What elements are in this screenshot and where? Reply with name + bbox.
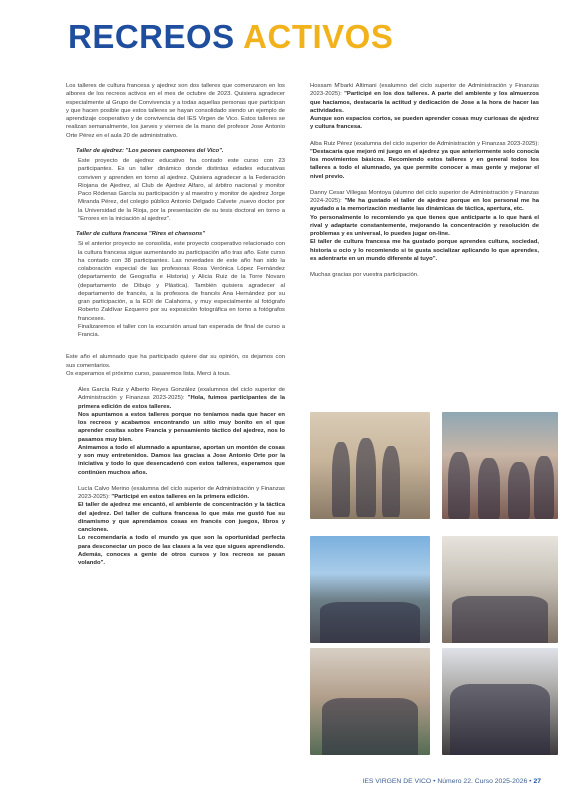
francesa-end-paragraph: Finalizaremos el taller con la excursión anual tan esperada de final de curso a Francia. — [78, 323, 285, 338]
footer-school: IES VIRGEN DE VICO — [362, 778, 432, 785]
title-word-activos: ACTIVOS — [243, 18, 394, 55]
testimonial-quote: Nos apuntamos a estos talleres porque no teníamos nada que hacer en los recreos y acabamos encontrando un sitio muy bonito en el que aprender cositas sobre Francia y pensamiento táctico del ajedrez, nos lo pasamos muy bien. — [78, 411, 285, 443]
thanks-paragraph: Muchas gracias por vuestra participación. — [310, 272, 419, 278]
testimonial-quote: "Participé en los dos talleres. A parte del ambiente y los almuerzos que hacíamos, destacaría la actitud y dedicación de Jose a la hora de hacer las actividades. — [310, 91, 539, 114]
intro-paragraph: Los talleres de cultura francesa y ajedrez son dos talleres que comenzaron en los albores de los recreos activos en el mes de octubre de 2023. Quisiera agradecer especialmente al Grupo de Convivencia y a todas aquellas personas que participan y que hacen posible que estos talleres se hayan consolidado siendo un ejemplo de aprendizaje cooperativo y de convivencia del IES Virgen de Vico. Estos talleres se realizan semanalmente, los jueves y viernes de la mano del profesor Jose Antonio Orte Pérez en el aula 20 de administrativo. — [66, 83, 285, 139]
testimonial-quote: "Me ha gustado el taller de ajedrez porque en los personal me ha ayudado a la memorización mediante las dinámicas de táctica, apertura, etc. — [310, 198, 539, 213]
testimonial-author: Alba Ruiz Pérez (exalumna del ciclo superior de Administración y Finanzas 2023-2025): — [310, 140, 539, 147]
francesa-paragraph: Si el anterior proyecto se consolida, este proyecto cooperativo relacionado con la cultura francesa sigue aumentando su participación año tras año. Este curso ha contado con 38 participantes. Las novedades de este año han sido la colaboración especial de las profesoras Rosa Verónica López Fernández (departamento de Geografía e Historia) y Alicia Ruiz de la Torre Novaro (departamento de Dibujo y Plástica). También quisiera agradecer al departamento de francés, a la profesora de francés Ana Hernández por su gran participación, a la EOI de Calahorra, y muy especialmente al fotógrafo Roberto Zaldívar Ezquerro por su exposición fotográfica en torno a fotógrafos franceses. — [78, 241, 285, 322]
photo-group-gathering — [442, 648, 558, 755]
ajedrez-heading: Taller de ajedrez: "Los peones campeones del Vico". — [76, 147, 224, 154]
testimonial-author: Danny Cesar Villegas Montoya (alumno del ciclo superior de Administración y Finanzas 2024-2025): — [310, 189, 539, 204]
testimonial-author: Lucía Calvo Merino (exalumna del ciclo superior de Administración y Finanzas 2023-2025): — [78, 485, 285, 500]
testimonial-quote: "Hola, fuimos participantes de la primera edición de estos talleres. — [78, 395, 285, 410]
page-footer — [362, 778, 541, 785]
testimonial-quote: Aunque son espacios cortos, se pueden aprender cosas muy curiosas de ajedrez y cultura francesa. — [310, 116, 539, 131]
title-word-recreos: RECREOS — [68, 18, 235, 55]
page-title — [68, 20, 393, 53]
testimonial-alba — [310, 140, 539, 181]
right-column — [310, 82, 539, 286]
photo-chess-game — [442, 536, 558, 643]
page-number: 27 — [533, 778, 541, 785]
testimonial-author: Hossam M'barki Altimani (exalumno del ciclo superior de Administración y Finanzas 2023-2025): — [310, 83, 539, 98]
testimonial-hossam — [310, 82, 539, 132]
testimonial-quote: Lo recomendaría a todo el mundo ya que son la oportunidad perfecta para desconectar un poco de las clases a la vez que sigues aprendiendo. Además, conoces a gente de otros cursos y los recreos se pasan volando". — [78, 535, 285, 566]
photo-group-excursion — [310, 536, 430, 643]
photo-students-classroom — [442, 412, 558, 519]
alumnado-paragraph: Este año el alumnado que ha participado quiere dar su opinión, os dejamos con sus comentarios. — [66, 354, 285, 369]
testimonial-danny — [310, 189, 539, 263]
testimonial-quote: El taller de cultura francesa me ha gustado porque aprendes cultura, sociedad, historia u ocio y lo recomiendo si te gusta socializar aplicando lo que aprendes, es adentrarte en un mundo diferente al tuyo". — [310, 239, 539, 262]
testimonial-author: Álex García Ruiz y Alberto Reyes González (exalumnos del ciclo superior de Administración y Finanzas 2023-2025): — [78, 387, 285, 402]
testimonial-quote: "Destacaría que mejoró mi juego en el ajedrez ya que anteriormente solo conocía los movimientos básicos. Recomiendo estos talleres y en general todos los talleres a todo el alumnado, ya que permite conocer a mas gente y mejorar el nivel previo. — [310, 148, 539, 180]
ajedrez-paragraph: Este proyecto de ajedrez educativo ha contado este curso con 23 participantes. Es un taller dinámico donde distintas edades educativas conviven y aprenden en torno al ajedrez. Quisiera agradecer a la Federación Riojana de Ajedrez, al Club de Ajedrez Alfaro, al árbitro nacional y monitor Paco Ródenas García su participación y al maestro y monitor de ajedrez Jorge Miranda Pérez, del colegio público Antonio Delgado Calvete ,nuevo doctor por la Universidad de la Rioja, por la presentación de su tesis doctoral en torno a "Errores en la iniciación al ajedrez". — [78, 158, 285, 222]
testimonial-quote: Yo personalmente lo recomiendo ya que tienes que anticiparte a lo que hará el rival y adaptarte constantemente, mejorando la concentración y resolución de problemas y es universal, lo puedes jugar on-line. — [310, 214, 539, 237]
footer-issue: • Número 22. Curso 2025-2026 • — [433, 778, 532, 785]
francesa-heading: Taller de cultura francesa "Rires et chansons" — [76, 231, 206, 237]
esperamos-paragraph: Os esperamos el próximo curso, pasaremos lista. Merci à tous. — [66, 370, 231, 377]
left-column — [66, 82, 285, 567]
testimonial-quote: El taller de ajedrez me encantó, el ambiente de concentración y la táctica del ajedrez. Del taller de cultura francesa lo que más me gustó fue su dinamismo y que aprendamos cosas en francés con juegos, libros y canciones. — [78, 502, 285, 533]
testimonial-alex-alberto — [78, 386, 285, 477]
testimonial-quote: "Participé en estos talleres en la primera edición. — [111, 494, 250, 500]
photo-group-classroom — [310, 648, 430, 755]
testimonial-quote: Animamos a todo el alumnado a apuntarse, aportan un montón de cosas y son muy entretenidos. Damos las gracias a Jose Antonio Orte por la iniciativa y todo lo que desencadenó con estos talleres, esperamos que continúen muchos años. — [78, 444, 285, 476]
photo-award-ceremony — [310, 412, 430, 519]
testimonial-lucia — [78, 485, 285, 568]
